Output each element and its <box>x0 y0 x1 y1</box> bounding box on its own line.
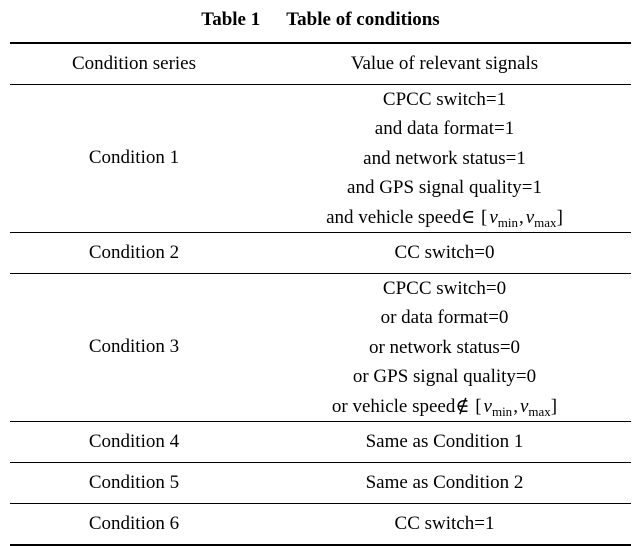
speed-range-line <box>258 392 631 421</box>
signal-values-cell <box>258 85 631 233</box>
speed-range-line <box>258 203 631 232</box>
table-row <box>10 503 631 545</box>
header-condition-series: Condition series <box>10 43 258 85</box>
table-row <box>10 85 631 233</box>
max-subscript: max <box>528 403 551 419</box>
signal-values-cell: CC switch=1 <box>258 503 631 545</box>
table-number: Table 1 <box>201 9 261 30</box>
condition-series-cell: Condition 5 <box>10 462 258 503</box>
table-row <box>10 232 631 273</box>
condition-series-cell: Condition 3 <box>10 273 258 421</box>
open-bracket: [ <box>475 395 482 417</box>
signal-line: or GPS signal quality=0 <box>352 366 537 388</box>
conditions-table <box>10 42 631 546</box>
table-row <box>10 421 631 462</box>
close-bracket: ] <box>556 206 563 228</box>
close-bracket: ] <box>550 395 558 417</box>
table-row <box>10 462 631 503</box>
speed-prefix: and vehicle speed <box>326 206 462 228</box>
signal-line: and GPS signal quality=1 <box>347 177 542 199</box>
condition-series-cell: Condition 1 <box>10 85 258 233</box>
signal-line: and data format=1 <box>374 118 515 140</box>
signal-values-cell: CC switch=0 <box>258 232 631 273</box>
signal-line: CPCC switch=0 <box>382 277 507 299</box>
condition-series-cell: Condition 6 <box>10 503 258 545</box>
speed-variable: v <box>525 206 535 228</box>
not-element-of-symbol: ∉ <box>455 395 470 417</box>
min-subscript: min <box>491 403 513 419</box>
signal-line: and network status=1 <box>363 147 526 169</box>
signal-line: CPCC switch=1 <box>382 89 507 110</box>
max-subscript: max <box>534 214 557 230</box>
table-title: Table of conditions <box>286 9 440 30</box>
signal-line: or data format=0 <box>380 307 509 329</box>
element-of-symbol: ∈ <box>461 206 476 228</box>
min-subscript: min <box>497 214 518 230</box>
speed-variable: v <box>489 206 498 228</box>
speed-prefix: or vehicle speed <box>331 395 456 417</box>
open-bracket: [ <box>480 206 488 228</box>
signal-values-cell: Same as Condition 2 <box>258 462 631 503</box>
signal-values-cell <box>258 273 631 421</box>
condition-series-cell: Condition 4 <box>10 421 258 462</box>
signal-values-cell: Same as Condition 1 <box>258 421 631 462</box>
speed-variable: v <box>519 395 529 417</box>
range-separator: , <box>513 395 518 417</box>
table-caption <box>0 9 641 31</box>
table-row <box>10 273 631 421</box>
range-separator: , <box>518 206 524 228</box>
condition-series-cell: Condition 2 <box>10 232 258 273</box>
header-signal-values: Value of relevant signals <box>258 43 631 85</box>
speed-variable: v <box>483 395 492 417</box>
signal-line: or network status=0 <box>368 336 521 358</box>
header-row <box>10 43 631 85</box>
